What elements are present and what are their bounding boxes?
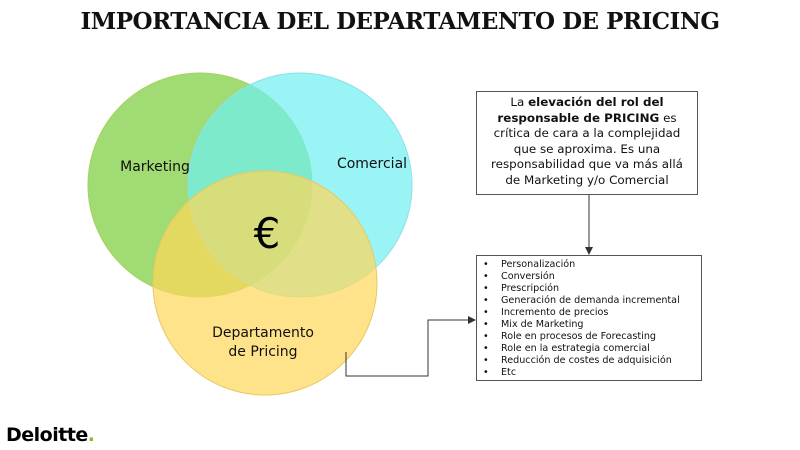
label-marketing: Marketing: [120, 159, 190, 175]
list-item: [481, 355, 697, 367]
label-pricing-line1: Departamento: [212, 325, 314, 341]
logo-dot: .: [87, 424, 95, 446]
benefits-list-box: [476, 255, 702, 381]
list-item-text: Personalización: [501, 259, 576, 270]
euro-symbol: €: [253, 209, 281, 258]
list-item: [481, 283, 697, 295]
list-item-text: Incremento de precios: [501, 307, 609, 318]
bullet-icon: •: [483, 367, 489, 378]
benefits-list: [481, 259, 697, 379]
list-item: [481, 367, 697, 379]
bullet-icon: •: [483, 283, 489, 294]
description-intro: La: [510, 95, 529, 109]
list-item-text: Etc: [501, 367, 517, 378]
deloitte-logo: [6, 424, 95, 446]
arrowhead-right: [468, 316, 476, 324]
list-item: [481, 343, 697, 355]
page-title: IMPORTANCIA DEL DEPARTAMENTO DE PRICING: [80, 8, 720, 35]
list-item: [481, 271, 697, 283]
list-item: [481, 307, 697, 319]
bullet-icon: •: [483, 259, 489, 270]
bullet-icon: •: [483, 295, 489, 306]
bullet-icon: •: [483, 343, 489, 354]
bullet-icon: •: [483, 307, 489, 318]
arrowhead-down: [585, 247, 593, 255]
bullet-icon: •: [483, 331, 489, 342]
list-item-text: Conversión: [501, 271, 555, 282]
list-item-text: Mix de Marketing: [501, 319, 584, 330]
list-item-text: Role en procesos de Forecasting: [501, 331, 657, 342]
label-pricing-line2: de Pricing: [228, 344, 298, 360]
list-item: [481, 319, 697, 331]
description-bold: elevación del rol del responsable de PRICING: [497, 95, 664, 125]
list-item-text: Reducción de costes de adquisición: [501, 355, 672, 366]
description-rest: es crítica de cara a la complejidad que se aproxima. Es una responsabilidad que va más allá de Marketing y/o Comercial: [491, 110, 683, 187]
logo-text: Deloitte: [6, 424, 88, 446]
list-item: [481, 331, 697, 343]
list-item: [481, 295, 697, 307]
label-comercial: Comercial: [336, 156, 408, 172]
bullet-icon: •: [483, 355, 489, 366]
list-item-text: Generación de demanda incremental: [501, 295, 680, 306]
list-item-text: Role en la estrategia comercial: [501, 343, 650, 354]
list-item-text: Prescripción: [501, 283, 560, 294]
circle-pricing: [153, 171, 377, 395]
list-item: [481, 259, 697, 271]
description-box: [476, 91, 698, 195]
bullet-icon: •: [483, 271, 489, 282]
bullet-icon: •: [483, 319, 489, 330]
